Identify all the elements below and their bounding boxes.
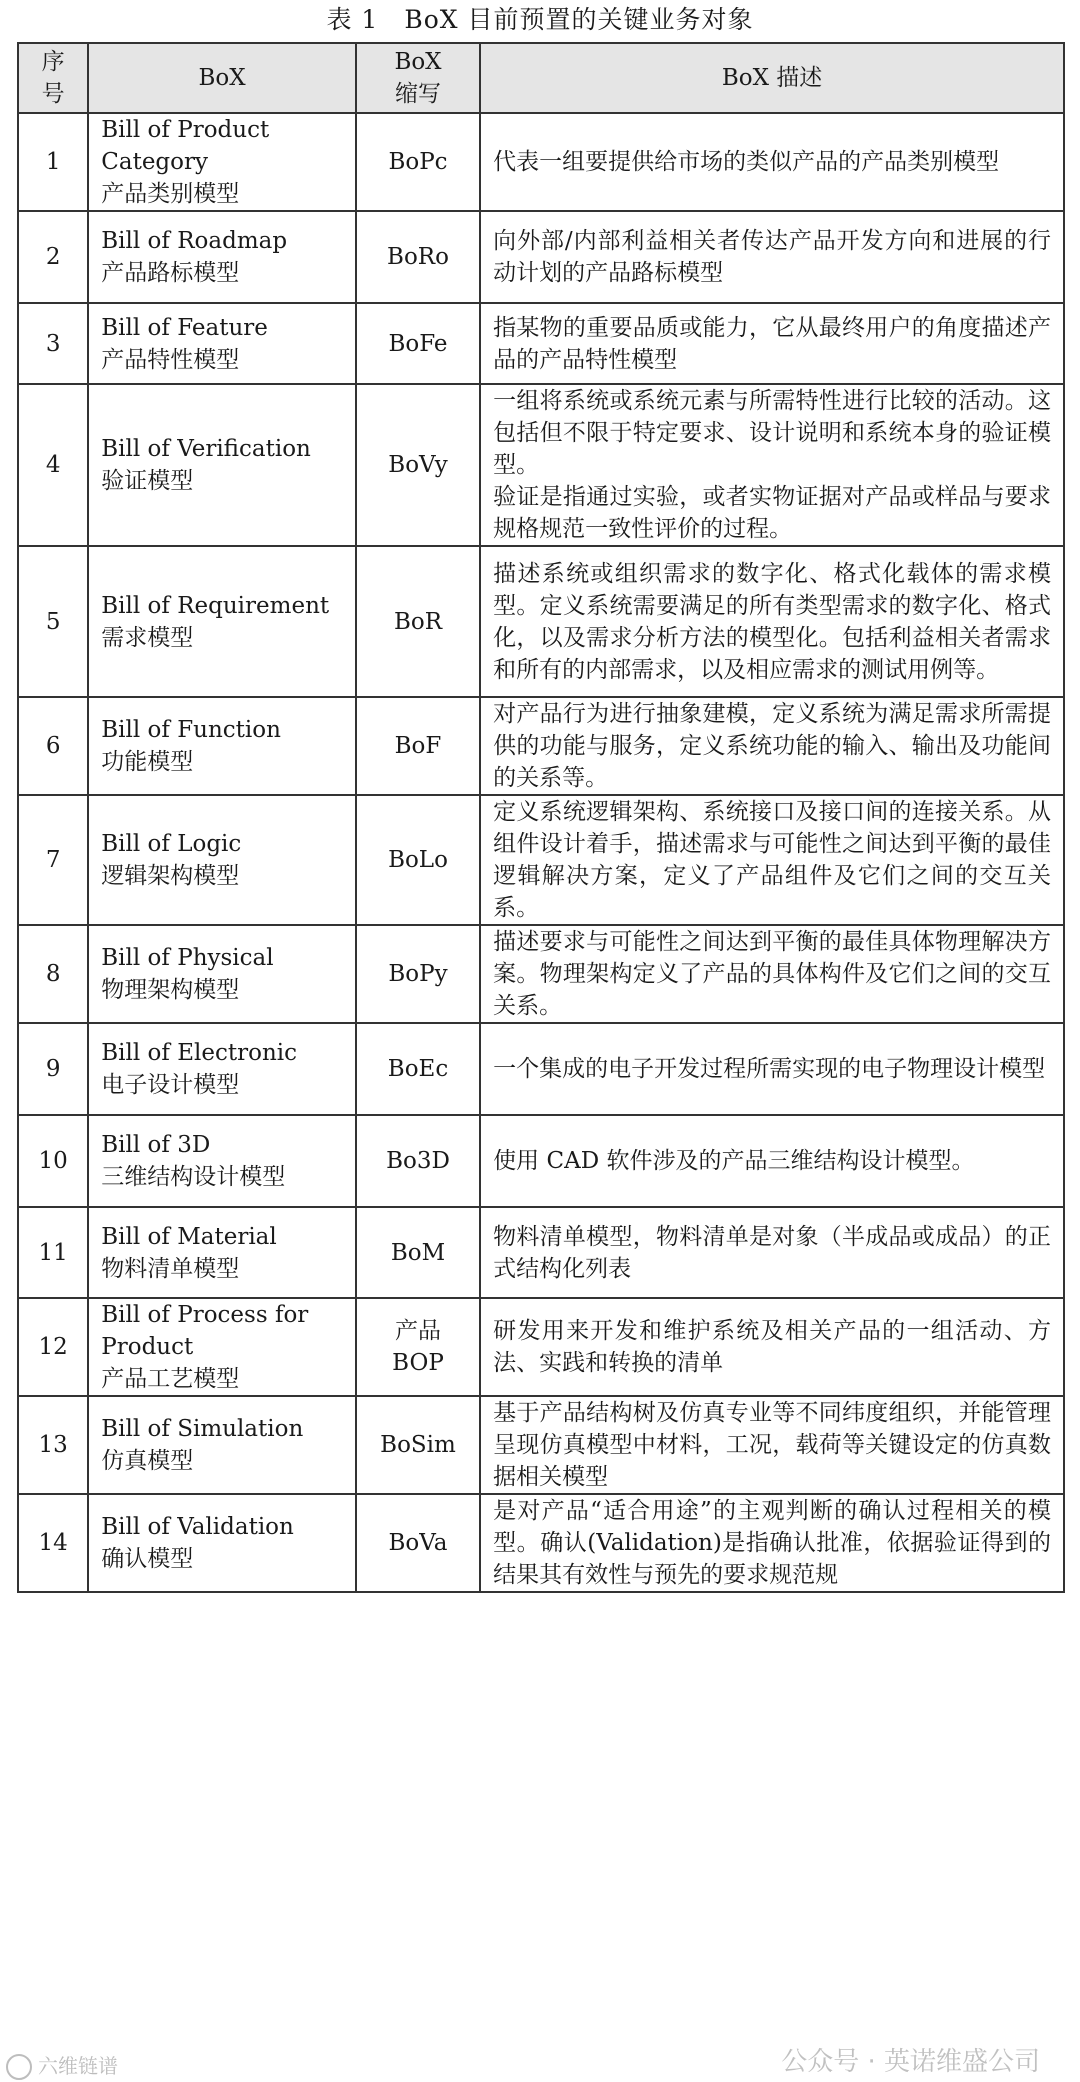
table-row xyxy=(18,1396,1064,1494)
cell-desc: 一组将系统或系统元素与所需特性进行比较的活动。这包括但不限于特定要求、设计说明和系统本身的验证模型。 验证是指通过实验，或者实物证据对产品或样品与要求规格规范一致性评价的过程。 xyxy=(480,384,1064,546)
cell-abbr: BoM xyxy=(356,1207,480,1298)
box-name-zh: 产品特性模型 xyxy=(101,346,240,373)
box-name-zh: 仿真模型 xyxy=(101,1448,194,1474)
cell-box-name xyxy=(88,1115,356,1207)
box-name-zh: 确认模型 xyxy=(101,1546,194,1572)
cell-abbr: BoF xyxy=(356,697,480,795)
table-row xyxy=(18,1023,1064,1115)
watermark-left: 六维链谱 xyxy=(6,2050,118,2081)
cell-abbr: BoPc xyxy=(356,113,480,211)
cell-box-name xyxy=(88,303,356,384)
box-name-zh: 验证模型 xyxy=(101,468,194,494)
cell-box-name xyxy=(88,211,356,303)
cell-no: 11 xyxy=(18,1207,88,1298)
cell-desc: 对产品行为进行抽象建模，定义系统为满足需求所需提供的功能与服务，定义系统功能的输入、输出及功能间的关系等。 xyxy=(480,697,1064,795)
cell-abbr: 产品 BOP xyxy=(356,1298,480,1396)
table-row xyxy=(18,303,1064,384)
table-row xyxy=(18,697,1064,795)
cell-box-name xyxy=(88,1494,356,1592)
box-name-en: Bill of Logic xyxy=(101,831,242,857)
cell-desc: 一个集成的电子开发过程所需实现的电子物理设计模型 xyxy=(480,1023,1064,1115)
cell-no: 10 xyxy=(18,1115,88,1207)
table-row xyxy=(18,1207,1064,1298)
box-name-en: Bill of Roadmap xyxy=(101,228,288,254)
cell-desc: 向外部/内部利益相关者传达产品开发方向和进展的行动计划的产品路标模型 xyxy=(480,211,1064,303)
cell-no: 6 xyxy=(18,697,88,795)
box-name-en: Bill of Requirement xyxy=(101,592,330,619)
box-name-en: Bill of Material xyxy=(101,1223,277,1250)
cell-no: 14 xyxy=(18,1494,88,1592)
cell-no: 13 xyxy=(18,1396,88,1494)
box-name-zh: 电子设计模型 xyxy=(101,1072,240,1098)
cell-abbr: BoSim xyxy=(356,1396,480,1494)
box-name-zh: 产品路标模型 xyxy=(101,260,240,286)
cell-desc: 代表一组要提供给市场的类似产品的产品类别模型 xyxy=(480,113,1064,211)
cell-no: 8 xyxy=(18,925,88,1023)
cell-desc: 物料清单模型，物料清单是对象（半成品或成品）的正式结构化列表 xyxy=(480,1207,1064,1298)
cell-abbr: BoLo xyxy=(356,795,480,925)
box-name-zh: 三维结构设计模型 xyxy=(101,1164,286,1190)
cell-abbr: BoVy xyxy=(356,384,480,546)
cell-no: 3 xyxy=(18,303,88,384)
cell-desc: 指某物的重要品质或能力，它从最终用户的角度描述产品的产品特性模型 xyxy=(480,303,1064,384)
box-name-en: Bill of Product Category xyxy=(101,117,270,175)
cell-desc: 基于产品结构树及仿真专业等不同纬度组织，并能管理呈现仿真模型中材料，工况，载荷等关键设定的仿真数据相关模型 xyxy=(480,1396,1064,1494)
cell-box-name xyxy=(88,113,356,211)
cell-abbr: BoEc xyxy=(356,1023,480,1115)
box-name-en: Bill of Feature xyxy=(101,314,268,341)
cell-abbr: BoR xyxy=(356,546,480,697)
cell-box-name xyxy=(88,384,356,546)
cell-desc: 描述系统或组织需求的数字化、格式化载体的需求模型。定义系统需要满足的所有类型需求的数字化、格式化，以及需求分析方法的模型化。包括利益相关者需求和所有的内部需求，以及相应需求的测试用例等。 xyxy=(480,546,1064,697)
cell-abbr: BoPy xyxy=(356,925,480,1023)
table-row xyxy=(18,795,1064,925)
header-abbr: BoX 缩写 xyxy=(356,43,480,113)
box-name-en: Bill of Process for Product xyxy=(101,1302,309,1360)
cell-desc: 是对产品“适合用途”的主观判断的确认过程相关的模型。确认(Validation)是指确认批准，依据验证得到的结果其有效性与预先的要求规范规 xyxy=(480,1494,1064,1592)
table-row xyxy=(18,925,1064,1023)
cell-box-name xyxy=(88,697,356,795)
cell-abbr: BoVa xyxy=(356,1494,480,1592)
box-name-en: Bill of Simulation xyxy=(101,1416,304,1442)
cell-box-name xyxy=(88,925,356,1023)
header-box: BoX xyxy=(88,43,356,113)
cell-no: 7 xyxy=(18,795,88,925)
table-row xyxy=(18,546,1064,697)
box-name-en: Bill of Electronic xyxy=(101,1040,297,1066)
table-row xyxy=(18,1298,1064,1396)
cell-box-name xyxy=(88,795,356,925)
cell-abbr: BoFe xyxy=(356,303,480,384)
table-row xyxy=(18,113,1064,211)
watermark-right: 公众号 · 英诺维盛公司 xyxy=(781,2047,1040,2077)
table-row xyxy=(18,1494,1064,1592)
cell-no: 4 xyxy=(18,384,88,546)
cell-abbr: Bo3D xyxy=(356,1115,480,1207)
header-desc: BoX 描述 xyxy=(480,43,1064,113)
cell-no: 5 xyxy=(18,546,88,697)
box-table xyxy=(17,42,1065,1593)
cell-desc: 定义系统逻辑架构、系统接口及接口间的连接关系。从组件设计着手，描述需求与可能性之间达到平衡的最佳逻辑解决方案，定义了产品组件及它们之间的交互关系。 xyxy=(480,795,1064,925)
cell-box-name xyxy=(88,1298,356,1396)
box-name-en: Bill of Physical xyxy=(101,945,274,971)
watermark-logo-icon xyxy=(6,2054,32,2080)
cell-no: 12 xyxy=(18,1298,88,1396)
table-row xyxy=(18,211,1064,303)
header-no: 序 号 xyxy=(18,43,88,113)
table-caption: 表 1 BoX 目前预置的关键业务对象 xyxy=(326,5,754,34)
box-name-en: Bill of Validation xyxy=(101,1514,294,1540)
cell-box-name xyxy=(88,546,356,697)
box-name-zh: 产品工艺模型 xyxy=(101,1366,240,1392)
box-name-en: Bill of Function xyxy=(101,717,281,743)
cell-no: 2 xyxy=(18,211,88,303)
cell-desc: 描述要求与可能性之间达到平衡的最佳具体物理解决方案。物理架构定义了产品的具体构件及它们之间的交互关系。 xyxy=(480,925,1064,1023)
box-name-zh: 物料清单模型 xyxy=(101,1255,240,1282)
cell-no: 9 xyxy=(18,1023,88,1115)
box-name-zh: 逻辑架构模型 xyxy=(101,863,240,889)
cell-desc: 使用 CAD 软件涉及的产品三维结构设计模型。 xyxy=(480,1115,1064,1207)
cell-no: 1 xyxy=(18,113,88,211)
table-row xyxy=(18,384,1064,546)
box-name-zh: 物理架构模型 xyxy=(101,977,240,1003)
box-name-zh: 需求模型 xyxy=(101,624,194,651)
cell-box-name xyxy=(88,1207,356,1298)
cell-box-name xyxy=(88,1023,356,1115)
table-row xyxy=(18,1115,1064,1207)
cell-box-name xyxy=(88,1396,356,1494)
box-name-en: Bill of 3D xyxy=(101,1132,211,1158)
cell-abbr: BoRo xyxy=(356,211,480,303)
box-name-zh: 功能模型 xyxy=(101,749,194,775)
cell-desc: 研发用来开发和维护系统及相关产品的一组活动、方法、实践和转换的清单 xyxy=(480,1298,1064,1396)
box-name-en: Bill of Verification xyxy=(101,436,311,462)
box-name-zh: 产品类别模型 xyxy=(101,181,240,207)
table-header-row xyxy=(18,43,1064,113)
